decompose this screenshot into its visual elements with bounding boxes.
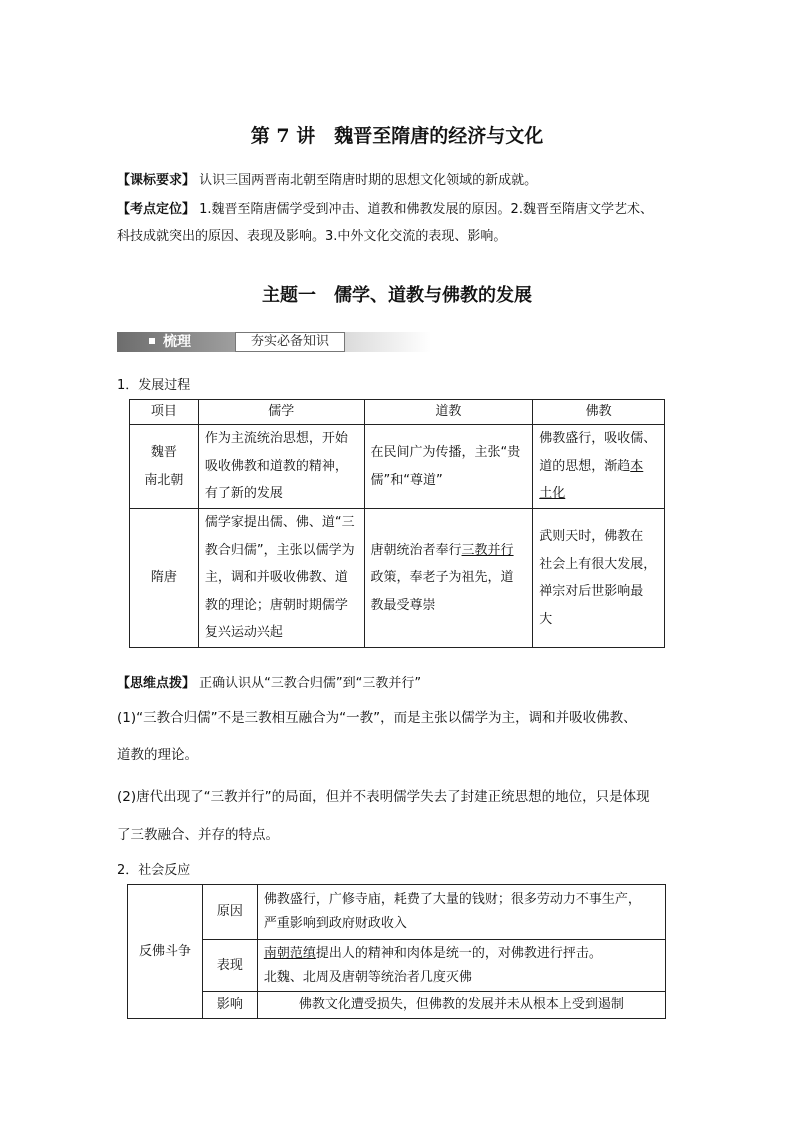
header-item: 项目 [130, 400, 199, 425]
table-row [130, 509, 665, 648]
tip-title: 正确认识从“三教合归儒”到“三教并行” [199, 676, 422, 691]
lesson-title: 第 7 讲 魏晋至隋唐的经济与文化 [250, 125, 544, 147]
requirement-text: 认识三国两晋南北朝至隋唐时期的思想文化领域的新成就。 [199, 173, 538, 188]
confucian-cell: 作为主流统治思想，开始 吸收佛教和道教的精神， 有了新的发展 [198, 425, 364, 509]
tip-point2-line2: 了三教融合、并存的特点。 [117, 827, 279, 843]
header-taoism: 道教 [364, 400, 533, 425]
manifestation-text: 南朝范缜提出人的精神和肉体是统一的，对佛教进行抨击。 北魏、北周及唐朝等统治者几度灭佛 [257, 940, 665, 992]
table-row [128, 992, 666, 1019]
tip-point1-line2: 道教的理论。 [117, 747, 198, 763]
table-header-row [130, 400, 665, 425]
banner-sub: 夯实必备知识 [235, 332, 345, 352]
exam-point-line1 [117, 198, 677, 222]
impact-text: 佛教文化遭受损失，但佛教的发展并未从根本上受到遏制 [257, 992, 665, 1019]
table-row [128, 940, 666, 992]
manifestation-label: 表现 [202, 940, 257, 992]
social-reaction-table [127, 884, 666, 1019]
section-heading-1: 1．发展过程 [117, 378, 191, 393]
section-heading-2: 2．社会反应 [117, 863, 191, 878]
period-cell: 隋唐 [130, 509, 199, 648]
thinking-tip-heading [117, 672, 421, 691]
exam-point-line2: 科技成就突出的原因、表现及影响。3.中外文化交流的表现、影响。 [117, 229, 507, 244]
header-confucianism: 儒学 [198, 400, 364, 425]
header-buddhism: 佛教 [533, 400, 665, 425]
exam-point-tag: 【考点定位】 [117, 202, 196, 217]
topic-title: 主题一 儒学、道教与佛教的发展 [262, 285, 532, 306]
group-cell: 反佛斗争 [128, 885, 203, 1019]
curriculum-requirement [117, 169, 677, 193]
section-banner [117, 330, 431, 354]
square-bullet-icon [149, 338, 155, 344]
exam-point-text1: 1.魏晋至隋唐儒学受到冲击、道教和佛教发展的原因。2.魏晋至隋唐文学艺术、 [199, 202, 653, 217]
taoism-cell: 唐朝统治者奉行三教并行 政策，奉老子为祖先，道 教最受尊崇 [364, 509, 533, 648]
tip-tag: 【思维点拨】 [117, 676, 196, 691]
reason-label: 原因 [202, 885, 257, 940]
buddhism-cell: 武则天时，佛教在 社会上有很大发展， 禅宗对后世影响最 大 [533, 509, 665, 648]
period-cell: 魏晋 南北朝 [130, 425, 199, 509]
reason-text: 佛教盛行，广修寺庙，耗费了大量的钱财；很多劳动力不事生产， 严重影响到政府财政收入 [257, 885, 665, 940]
taoism-cell: 在民间广为传播，主张“贵 儒”和“尊道” [364, 425, 533, 509]
table-row [128, 885, 666, 940]
tip-point1-line1: (1)“三教合归儒”不是三教相互融合为“一教”，而是主张以儒学为主，调和并吸收佛教、 [117, 710, 637, 726]
impact-label: 影响 [202, 992, 257, 1019]
tip-point2-line1: (2)唐代出现了“三教并行”的局面，但并不表明儒学失去了封建正统思想的地位，只是体现 [117, 789, 650, 805]
confucian-cell: 儒学家提出儒、佛、道“三 教合归儒”，主张以儒学为 主，调和并吸收佛教、道 教的理论；唐朝时期儒学 复兴运动兴起 [198, 509, 364, 648]
buddhism-cell: 佛教盛行，吸收儒、 道的思想，渐趋本 土化 [533, 425, 665, 509]
requirement-tag: 【课标要求】 [117, 173, 196, 188]
banner-label: 梳理 [117, 330, 233, 354]
table-row [130, 425, 665, 509]
development-table [129, 399, 665, 648]
